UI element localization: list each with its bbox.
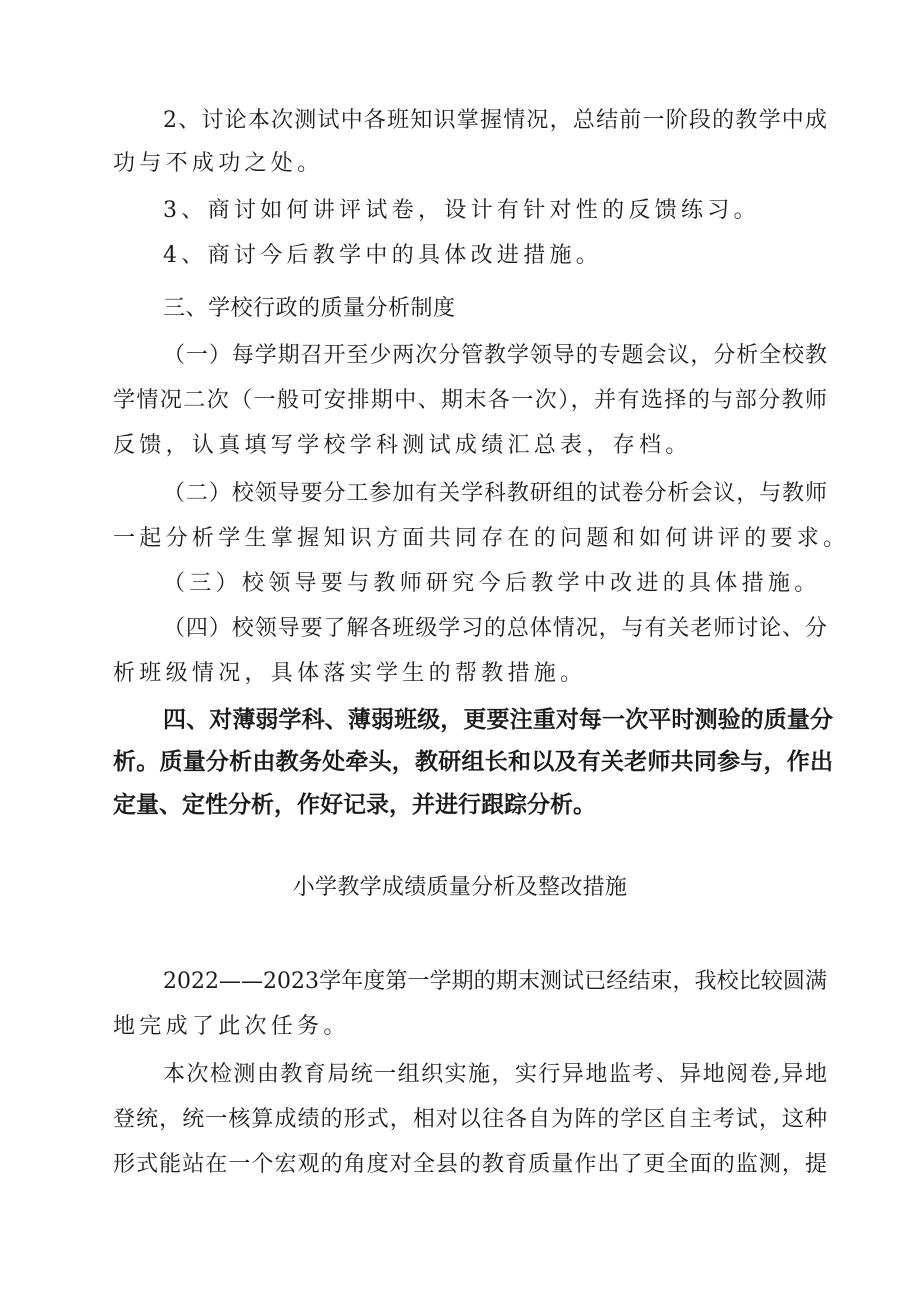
section-four-line-3: 定量、定性分析，作好记录，并进行跟踪分析。 <box>113 792 596 818</box>
section-three-p4-line-1: （四）校领导要了解各班级学习的总体情况，与有关老师讨论、分 <box>163 616 827 641</box>
article-p1-line-2: 地完成了此次任务。 <box>113 1014 350 1039</box>
item-2-line-1: 2、讨论本次测试中各班知识掌握情况，总结前一阶段的教学中成 <box>163 108 827 133</box>
section-four-line-2: 析。质量分析由教务处牵头，教研组长和以及有关老师共同参与，作出 <box>113 749 833 775</box>
section-four-line-1: 四、对薄弱学科、薄弱班级，更要注重对每一次平时测验的质量分 <box>163 707 833 733</box>
item-3: 3、商讨如何讲评试卷，设计有针对性的反馈练习。 <box>163 198 760 223</box>
section-three-p2-line-2: 一起分析学生掌握知识方面共同存在的问题和如何讲评的要求。 <box>113 526 850 551</box>
section-three-p1-line-2: 学情况二次（一般可安排期中、期末各一次），并有选择的与部分教师 <box>113 388 827 413</box>
article-p1-line-1: 2022——2023学年度第一学期的期末测试已经结束，我校比较圆满 <box>163 969 827 994</box>
item-2-line-2: 功与不成功之处。 <box>113 151 324 176</box>
item-4: 4、商讨今后教学中的具体改进措施。 <box>163 243 603 268</box>
section-three-p2-line-1: （二）校领导要分工参加有关学科教研组的试卷分析会议，与教师 <box>163 481 827 506</box>
section-three-p4-line-2: 析班级情况，具体落实学生的帮教措施。 <box>113 661 587 686</box>
section-three-p1-line-1: （一）每学期召开至少两次分管教学领导的专题会议，分析全校教 <box>163 343 827 368</box>
article-p2-line-1: 本次检测由教育局统一组织实施，实行异地监考、异地阅卷,异地 <box>163 1062 827 1087</box>
article-p2-line-2: 登统，统一核算成绩的形式，相对以往各自为阵的学区自主考试，这种 <box>113 1107 827 1132</box>
article-p2-line-3: 形式能站在一个宏观的角度对全县的教育质量作出了更全面的监测，提 <box>113 1152 827 1177</box>
section-three-p3: （三）校领导要与教师研究今后教学中改进的具体措施。 <box>163 571 821 596</box>
section-three-heading: 三、学校行政的质量分析制度 <box>163 296 456 321</box>
section-three-p1-line-3: 反馈，认真填写学校学科测试成绩汇总表，存档。 <box>113 433 692 458</box>
article-title: 小学教学成绩质量分析及整改措施 <box>292 875 628 900</box>
